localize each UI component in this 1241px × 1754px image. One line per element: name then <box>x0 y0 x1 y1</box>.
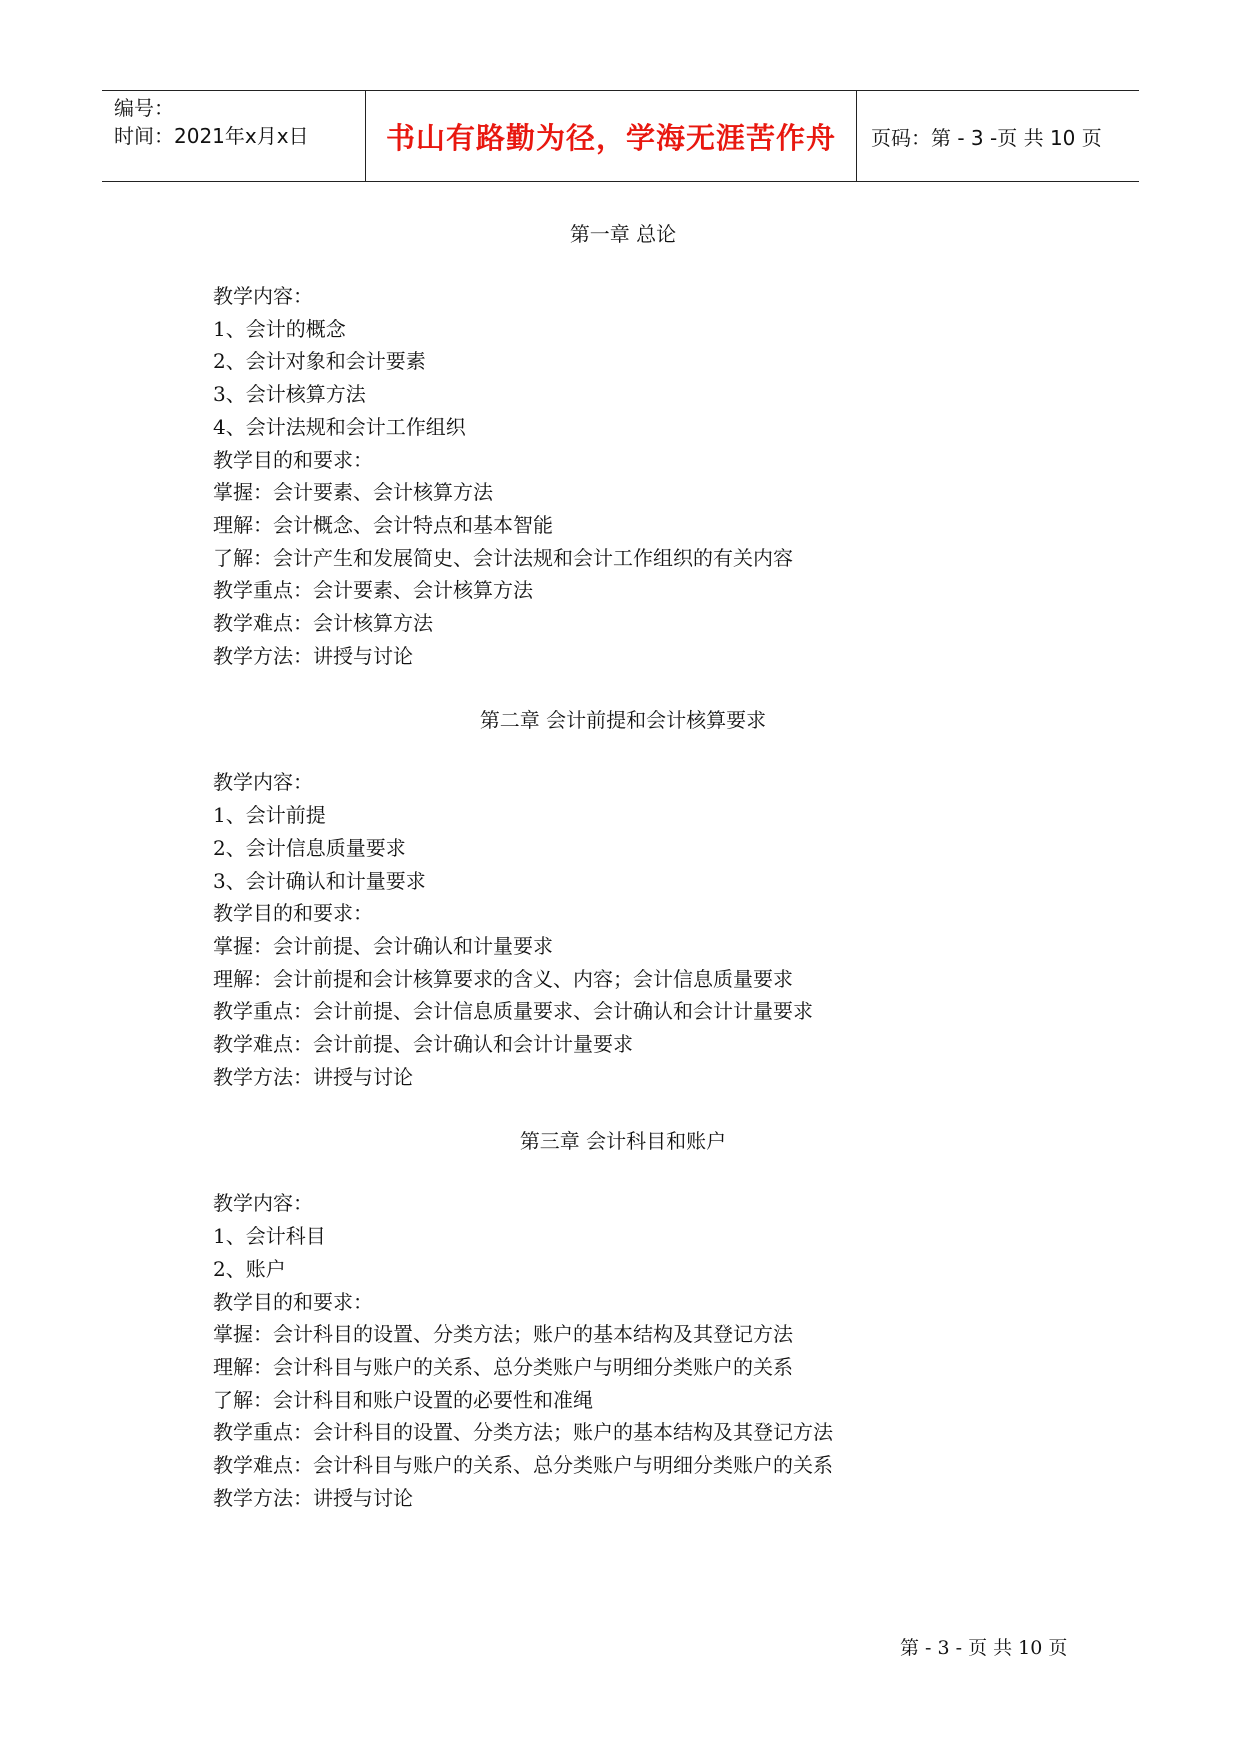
text-line: 理解：会计前提和会计核算要求的含义、内容；会计信息质量要求 <box>213 966 793 991</box>
text-line: 教学方法：讲授与讨论 <box>213 643 413 668</box>
chapter-1 <box>213 218 1053 672</box>
time-label: 时间：2021年x月x日 <box>114 124 309 148</box>
text-line: 理解：会计概念、会计特点和基本智能 <box>213 512 553 537</box>
text-line: 教学难点：会计核算方法 <box>213 611 433 636</box>
text-line: 教学难点：会计前提、会计确认和会计计量要求 <box>213 1032 633 1057</box>
text-line: 教学方法：讲授与讨论 <box>213 1064 413 1089</box>
text-line: 教学内容： <box>213 284 313 308</box>
chapter-title: 第一章 总论 <box>569 222 677 246</box>
text-line: 4、会计法规和会计工作组织 <box>213 414 466 439</box>
text-line: 教学目的和要求： <box>213 1289 373 1314</box>
text-line: 教学目的和要求： <box>213 901 373 926</box>
header-page-cell <box>857 91 1139 181</box>
text-line: 2、会计信息质量要求 <box>213 835 406 860</box>
chapter-3 <box>213 1125 1053 1514</box>
text-line: 教学目的和要求： <box>213 447 373 472</box>
text-line: 理解：会计科目与账户的关系、总分类账户与明细分类账户的关系 <box>213 1354 793 1379</box>
code-label: 编号： <box>114 96 174 120</box>
motto: 书山有路勤为径，学海无涯苦作舟 <box>385 120 836 155</box>
text-line: 3、会计核算方法 <box>213 382 366 407</box>
text-line: 掌握：会计科目的设置、分类方法；账户的基本结构及其登记方法 <box>213 1322 793 1347</box>
text-line: 3、会计确认和计量要求 <box>213 868 426 893</box>
text-line: 掌握：会计要素、会计核算方法 <box>213 480 493 505</box>
text-line: 2、账户 <box>213 1256 286 1281</box>
text-line: 了解：会计科目和账户设置的必要性和准绳 <box>213 1387 593 1412</box>
page-label: 页码：第 - 3 -页 共 10 页 <box>871 125 1102 150</box>
text-line: 掌握：会计前提、会计确认和计量要求 <box>213 933 553 958</box>
text-line: 1、会计科目 <box>213 1224 326 1249</box>
header-meta <box>102 91 366 181</box>
text-line: 1、会计前提 <box>213 803 326 828</box>
chapter-2 <box>213 704 1053 1093</box>
text-line: 教学重点：会计要素、会计核算方法 <box>213 578 533 603</box>
chapter-title: 第二章 会计前提和会计核算要求 <box>479 708 767 733</box>
header-motto-cell <box>366 91 857 181</box>
text-line: 教学内容： <box>213 1191 313 1216</box>
chapter-title: 第三章 会计科目和账户 <box>519 1129 727 1154</box>
text-line: 教学内容： <box>213 770 313 795</box>
text-line: 教学重点：会计科目的设置、分类方法；账户的基本结构及其登记方法 <box>213 1420 833 1445</box>
text-line: 2、会计对象和会计要素 <box>213 349 426 374</box>
text-line: 1、会计的概念 <box>213 316 346 341</box>
text-line: 教学方法：讲授与讨论 <box>213 1485 413 1510</box>
text-line: 教学重点：会计前提、会计信息质量要求、会计确认和会计计量要求 <box>213 999 813 1024</box>
text-line: 教学难点：会计科目与账户的关系、总分类账户与明细分类账户的关系 <box>213 1453 833 1478</box>
document-body <box>213 218 1053 1547</box>
header-table <box>102 90 1139 182</box>
text-line: 了解：会计产生和发展简史、会计法规和会计工作组织的有关内容 <box>213 545 793 570</box>
page-footer: 第 - 3 - 页 共 10 页 <box>900 1637 1068 1659</box>
